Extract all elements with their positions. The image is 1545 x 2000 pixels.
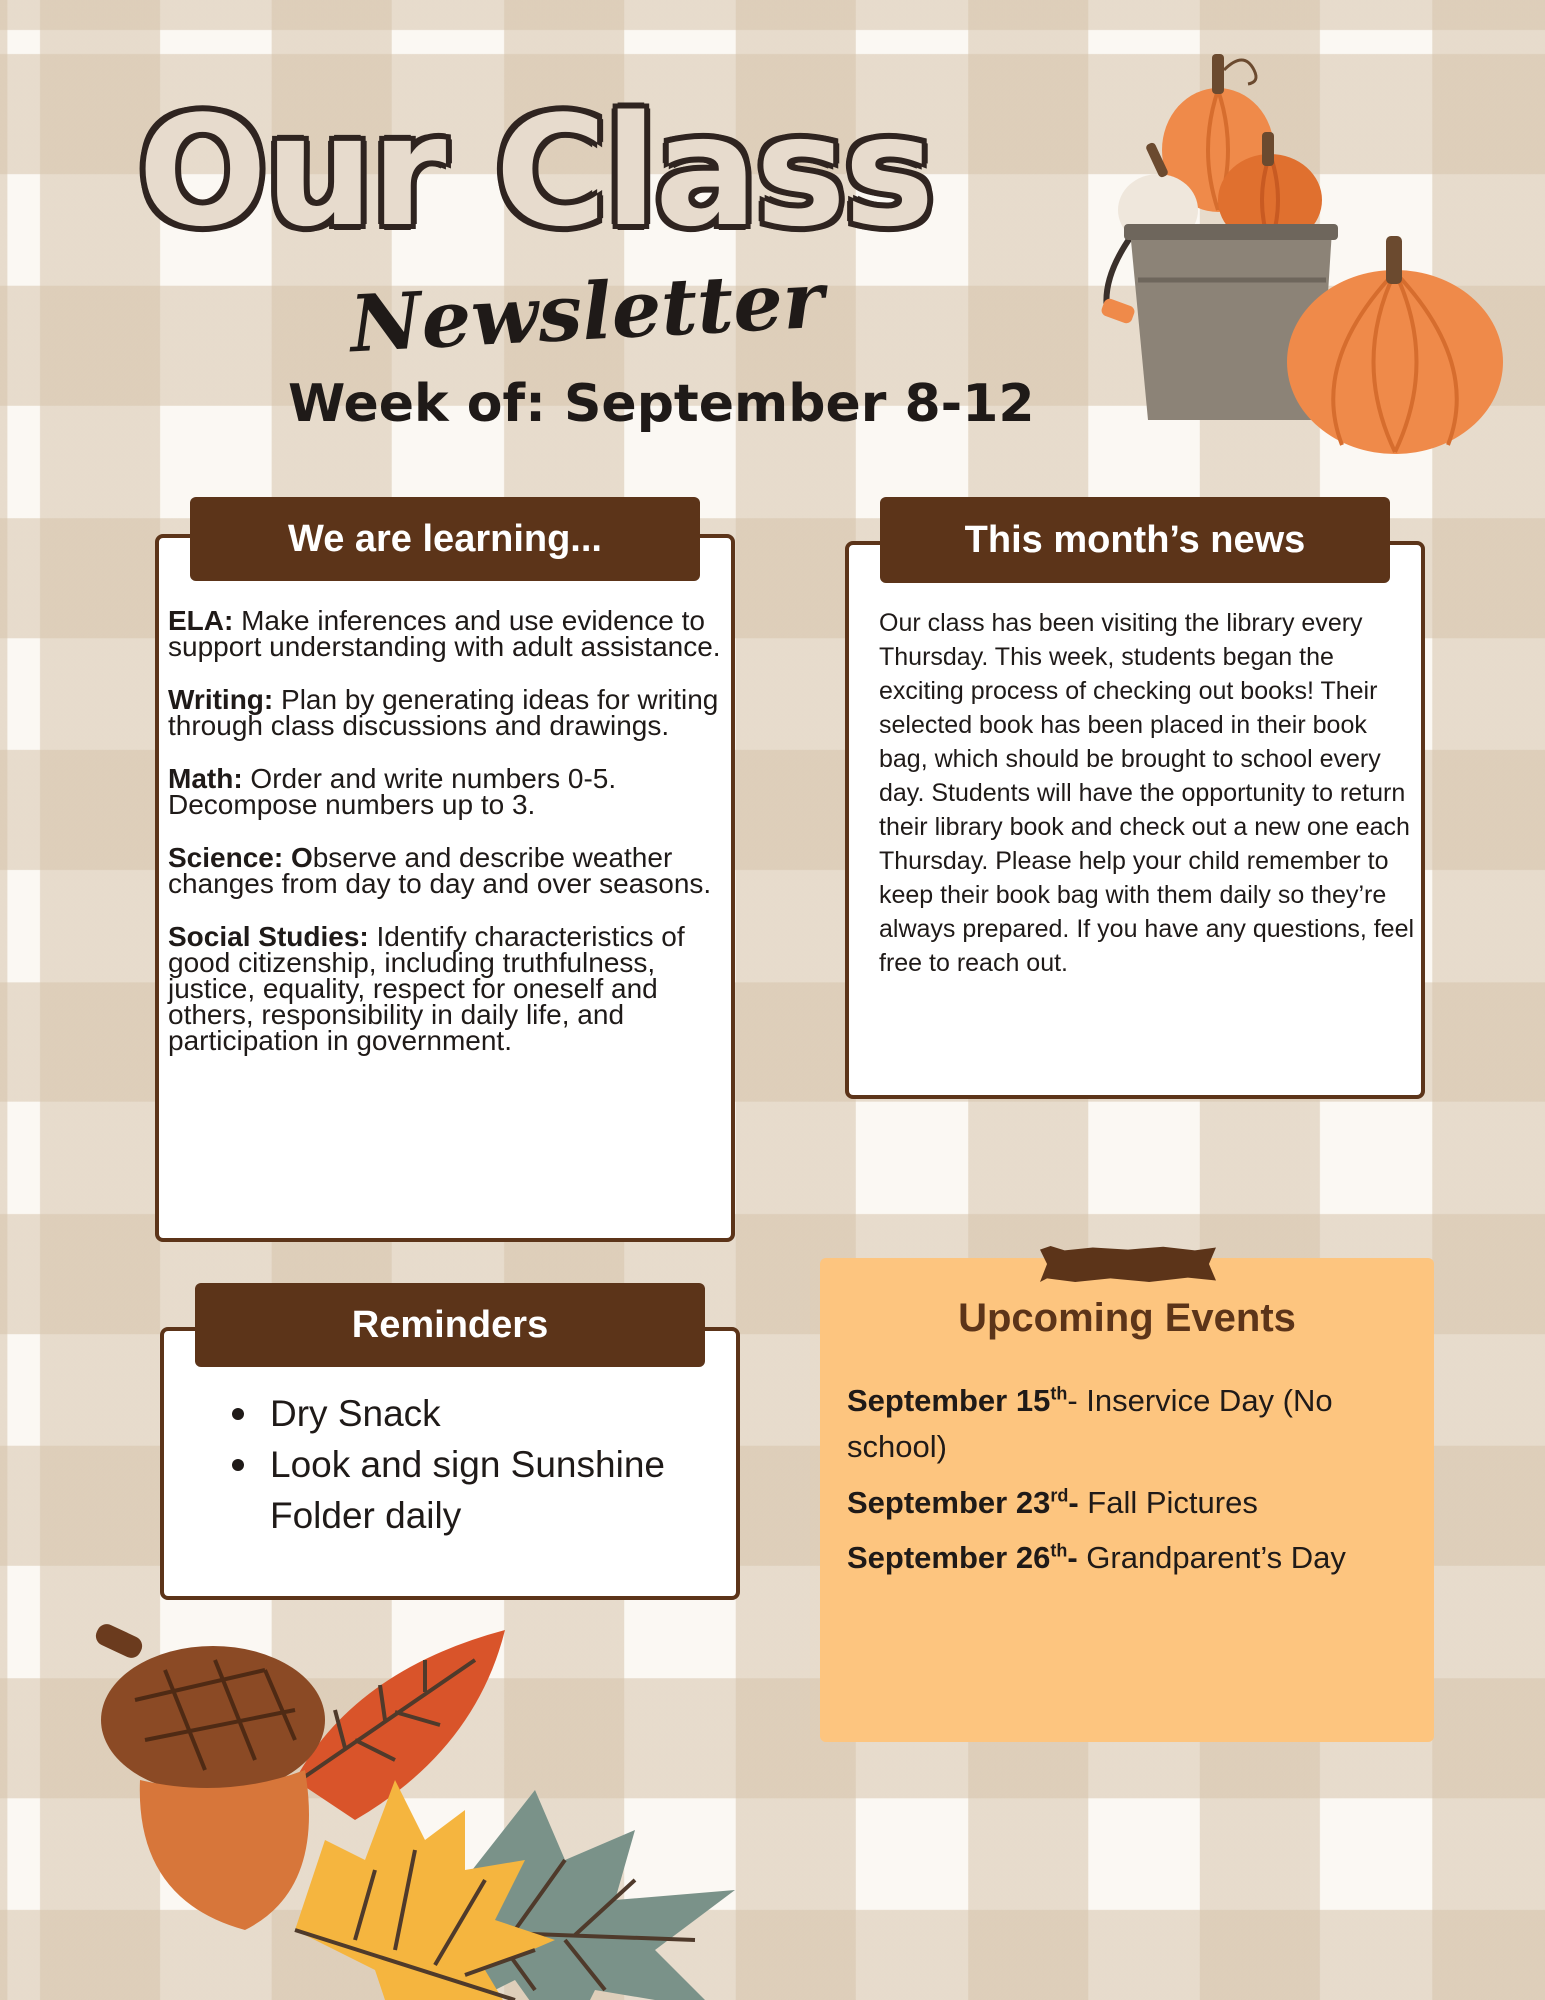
learning-subject: Math: <box>168 763 243 794</box>
reminder-item: Dry Snack <box>232 1388 712 1439</box>
event-desc: Grandparent’s Day <box>1077 1540 1346 1575</box>
acorn-stem-icon <box>93 1621 146 1661</box>
learning-subject: Science: O <box>168 842 313 873</box>
bucket-handle-grip-icon <box>1100 297 1136 325</box>
event-date-suffix: th <box>1050 1540 1068 1561</box>
reminders-list <box>232 1388 712 1541</box>
event-dash: - <box>1068 1485 1079 1520</box>
week-of-label: Week of: September 8-12 <box>288 374 1035 434</box>
learning-text: Plan by generating ideas for writing through class discussions and drawings. <box>168 684 719 741</box>
events-heading: Upcoming Events <box>958 1296 1296 1340</box>
event-dash: - <box>1067 1540 1078 1575</box>
bucket-rim-icon <box>1124 224 1338 240</box>
pumpkin-stem-icon <box>1386 236 1402 284</box>
learning-item <box>168 842 728 899</box>
event-desc: Inservice Day (No school) <box>847 1383 1333 1464</box>
news-body: Our class has been visiting the library every Thursday. This week, students began the exciting process of checking out books! Their selected book has been placed in their book bag, which should be brought to school every day. Students will have the opportunity to return their library book and check out a new one each Thursday. Please help your child remember to keep their book bag with them daily so they’re always prepared. If you have any questions, feel free to reach out. <box>879 609 1415 977</box>
acorn-cap-icon <box>101 1646 325 1794</box>
event-item <box>847 1378 1427 1470</box>
tape-icon <box>1040 1246 1216 1282</box>
learning-item <box>168 921 728 1056</box>
learning-text: Order and write numbers 0-5. Decompose numbers up to 3. <box>168 763 617 820</box>
learning-item <box>168 684 728 741</box>
vine-icon <box>1224 60 1256 84</box>
news-heading: This month’s news <box>880 497 1390 583</box>
event-item <box>847 1480 1427 1526</box>
event-date: September 23 <box>847 1485 1051 1520</box>
pumpkin-icon <box>1287 270 1503 454</box>
learning-heading: We are learning... <box>190 497 700 581</box>
learning-subject: Writing: <box>168 684 274 715</box>
acorn-leaves-illustration <box>95 1630 735 2000</box>
learning-subject: Social Studies: <box>168 921 369 952</box>
reminder-item: Look and sign Sunshine Folder daily <box>232 1439 712 1541</box>
learning-list <box>168 605 728 1081</box>
newsletter-title: Our Class <box>138 83 933 260</box>
learning-item <box>168 605 728 662</box>
learning-text: Make inferences and use evidence to support understanding with adult assistance. <box>168 605 721 662</box>
pumpkin-stem-icon <box>1212 54 1224 94</box>
event-dash: - <box>1067 1383 1078 1418</box>
pumpkin-stem-icon <box>1262 132 1274 166</box>
event-item <box>847 1535 1427 1581</box>
event-desc: Fall Pictures <box>1078 1485 1258 1520</box>
event-date-suffix: th <box>1050 1383 1068 1404</box>
event-date: September 15 <box>847 1383 1051 1418</box>
learning-text: Identify characteristics of good citizenship, including truthfulness, justice, equality, respect for oneself and others, responsibility in daily life, and participation in government. <box>168 921 685 1056</box>
pumpkin-bucket-illustration <box>1090 40 1510 420</box>
reminders-heading: Reminders <box>195 1283 705 1367</box>
event-date: September 26 <box>847 1540 1051 1575</box>
event-date-suffix: rd <box>1050 1485 1069 1506</box>
learning-item <box>168 763 728 820</box>
learning-text: bserve and describe weather changes from day to day and over seasons. <box>168 842 712 899</box>
acorn-body-icon <box>140 1770 309 1930</box>
learning-subject: ELA: <box>168 605 234 636</box>
newsletter-subtitle: Newsletter <box>347 254 827 371</box>
